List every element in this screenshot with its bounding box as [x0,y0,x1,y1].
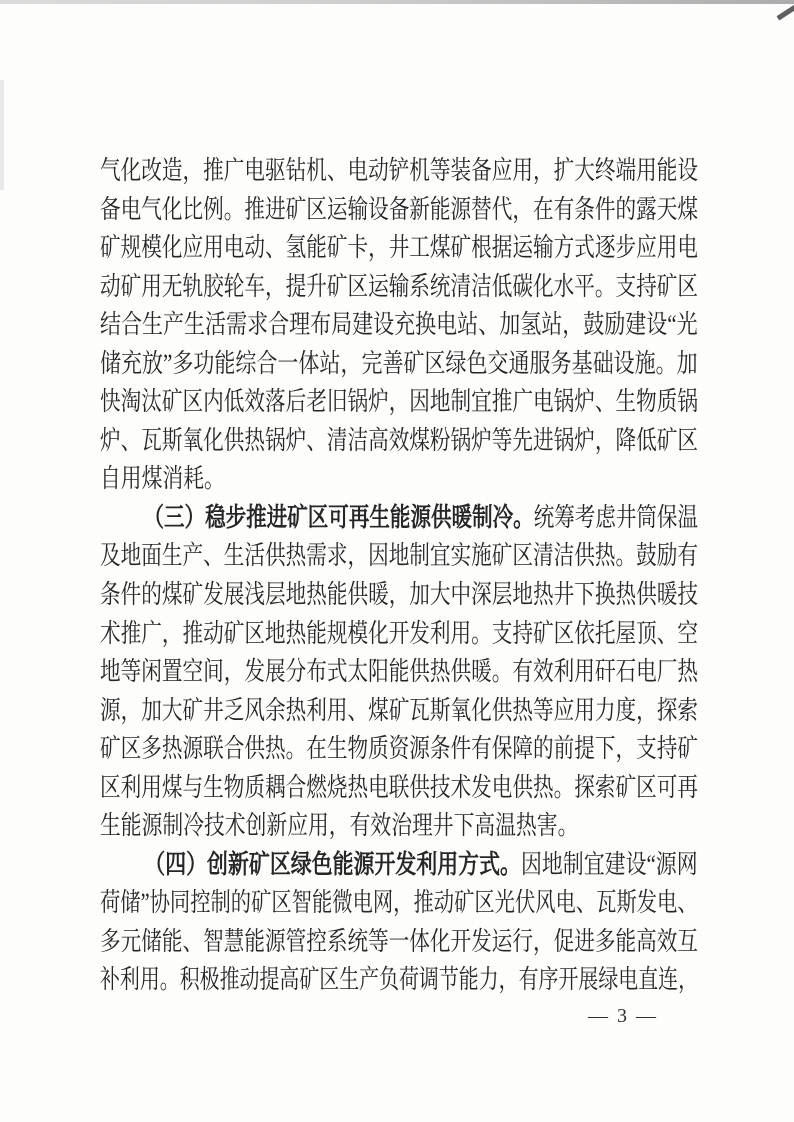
text-line [100,769,699,808]
body-text: 自用煤消耗。 [100,464,225,494]
text-line [100,422,699,461]
text-line [100,499,699,538]
page-number: — 3 — [588,1005,658,1027]
paragraph-section-3 [100,499,698,846]
text-line [100,807,578,846]
text-line [100,884,698,923]
body-text: 多元储能、智慧能源管控系统等一体化开发运行，促进多能高效互 [100,926,699,956]
text-line [100,615,699,654]
body-text: 因地制宜建设“源网 [520,849,698,879]
text-line [100,383,699,422]
paragraph-continuation [100,152,698,499]
text-line [100,306,698,345]
body-text: 快淘汰矿区内低效落后老旧锅炉，因地制宜推广电锅炉、生物质锅 [100,387,699,417]
body-text: 矿区多热源联合供热。在生物质资源条件有保障的前提下，支持矿 [100,734,699,764]
text-line [100,229,699,268]
body-text: 补利用。积极推动提高矿区生产负荷调节能力，有序开展绿电直连， [100,965,699,995]
text-line [100,692,699,731]
body-text: 术推广，推动矿区地热能规模化开发利用。支持矿区依托屋顶、空 [100,618,699,648]
text-line [100,268,699,307]
text-line [100,191,699,230]
paragraph-indent [100,525,143,526]
text-line [100,576,699,615]
body-text: 地等闲置空间，发展分布式太阳能供热供暖。有效利用矸石电厂热 [100,657,699,687]
text-line [100,537,699,576]
body-text: 结合生产生活需求合理布局建设充换电站、加氢站，鼓励建设“光 [100,310,698,340]
paragraph-section-4 [100,846,698,1000]
text-line [100,653,699,692]
body-text: 荷储”协同控制的矿区智能微电网，推动矿区光伏风电、瓦斯发电、 [100,888,698,918]
body-text: 条件的煤矿发展浅层地热能供暖，加大中深层地热井下换热供暖技 [100,580,699,610]
body-text: 炉、瓦斯氧化供热锅炉、清洁高效煤粉锅炉等先进锅炉，降低矿区 [100,425,699,455]
body-text: 及地面生产、生活供热需求，因地制宜实施矿区清洁供热。鼓励有 [100,541,699,571]
body-text: 源，加大矿井乏风余热利用、煤矿瓦斯氧化供热等应用力度，探索 [100,695,699,725]
body-text: 矿规模化应用电动、氢能矿卡，井工煤矿根据运输方式逐步应用电 [100,233,699,263]
text-line [100,846,698,885]
text-line [100,923,699,962]
document-body-text [100,152,698,1000]
section-heading-text: （四）创新矿区绿色能源开发利用方式。 [144,849,521,879]
section-heading-text: （三）稳步推进矿区可再生能源供暖制冷。 [143,502,534,532]
body-text: 区利用煤与生物质耦合燃烧热电联供技术发电供热。探索矿区可再 [100,772,699,802]
body-text: 生能源制冷技术创新应用，有效治理井下高温热害。 [100,811,579,841]
scan-artifact-top-line [0,0,794,4]
scan-artifact-left-smudge [0,80,4,190]
body-text: 备电气化比例。推进矿区运输设备新能源替代，在有条件的露天煤 [100,194,699,224]
text-line [100,345,698,384]
paragraph-indent [100,872,144,873]
text-line [100,152,699,191]
body-text: 动矿用无轨胶轮车，提升矿区运输系统清洁低碳化水平。支持矿区 [100,271,699,301]
text-line [100,730,699,769]
body-text: 统筹考虑井筒保温 [533,502,699,532]
body-text: 气化改造，推广电驱钻机、电动铲机等装备应用，扩大终端用能设 [100,156,699,185]
text-line [100,460,578,499]
text-line [100,961,699,1000]
body-text: 储充放”多功能综合一体站，完善矿区绿色交通服务基础设施。加 [100,348,698,378]
